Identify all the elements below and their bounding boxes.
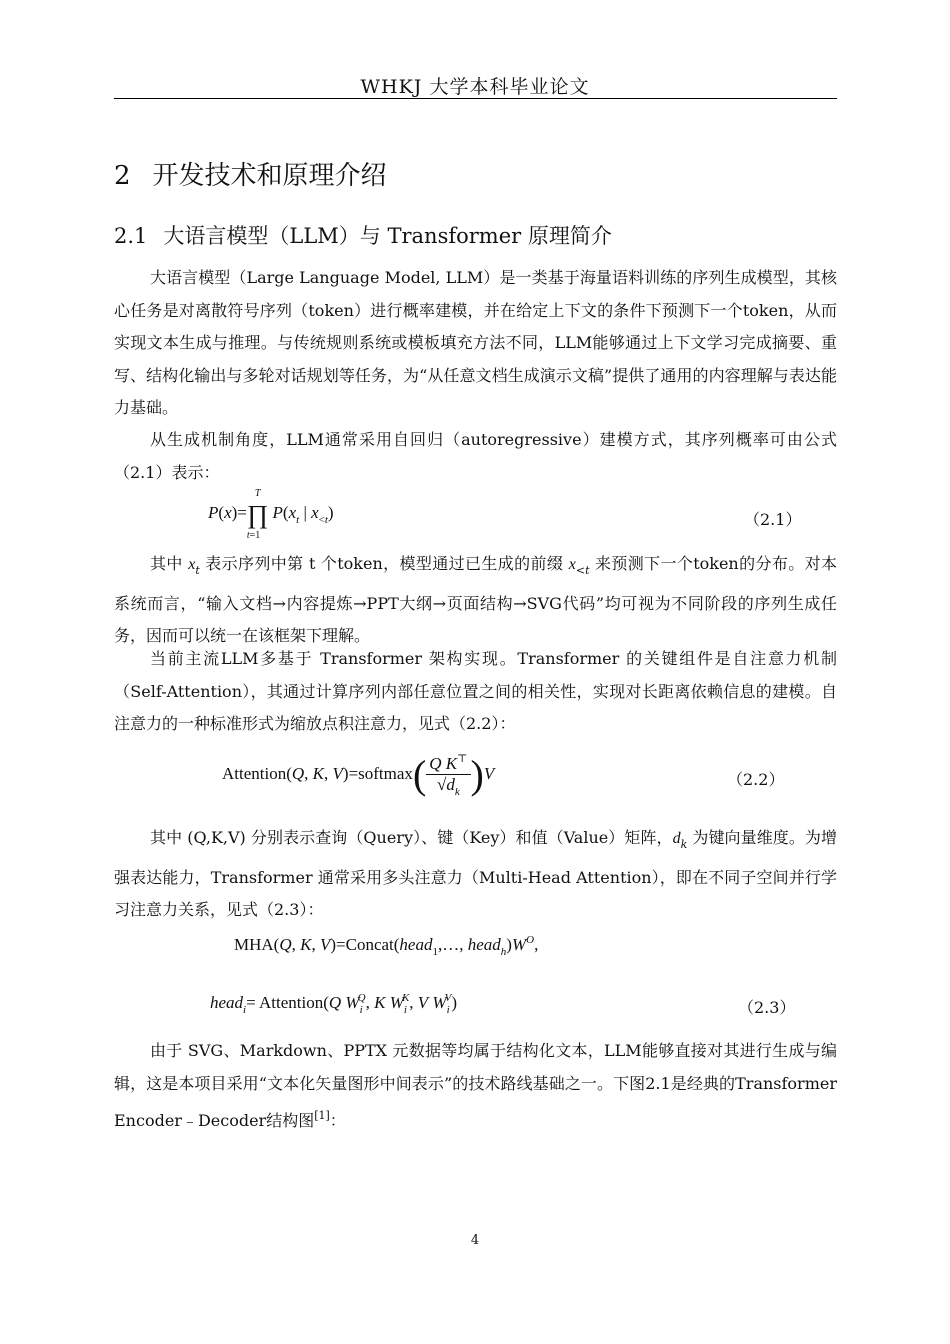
subsection-title: 大语言模型（LLM）与 Transformer 原理简介 [163,224,612,248]
header-divider [114,98,837,99]
section-heading [114,155,387,192]
equation-2-3-mha: MHA(Q, K, V)=Concat(head$_1$,…, $head_h)W^O$, [234,934,539,958]
equation-2-1: P(x)=∏ T t=1 $P(x_t$ | $x_{<t}$) [208,488,334,541]
section-title: 开发技术和原理介绍 [152,161,387,191]
equation-number-2-3: （2.3） [738,998,796,1017]
paragraph-prefix: 其中 $x_t$ 表示序列中第 t 个token，模型通过已生成的前缀 $x_{<t}$ 来预测下一个token的分布。对本系统而言，“输入文档→内容提炼→PPT大纲→页面结构→SVG代码”均可视为不同阶段的序列生成任务，因而可以统一在该框架下理解。 [114,554,837,645]
paragraph-structured-text: 由于 SVG、Markdown、PPTX 元数据等均属于结构化文本，LLM能够直接对其进行生成与编辑，这是本项目采用“文本化矢量图形中间表示”的技术路线基础之一。下图2.1是经典的Transformer Encoder﹣Decoder结构图[1]： [114,1041,837,1130]
paragraph-qkv: 其中 (Q,K,V) 分别表示查询（Query）、键（Key）和值（Value）矩阵，$d_k$ 为键向量维度。为增强表达能力，Transformer 通常采用多头注意力（Multi-Head Attention），即在不同子空间并行学习注意力关系，见式（2.3）： [114,828,837,919]
subsection-number: 2.1 [114,224,148,248]
paragraph-autoregressive: 从生成机制角度，LLM通常采用自回归（autoregressive）建模方式，其序列概率可由公式（2.1）表示： [114,430,837,482]
section-number: 2 [114,161,131,191]
paragraph-llm-intro: 大语言模型（Large Language Model, LLM）是一类基于海量语料训练的序列生成模型，其核心任务是对离散符号序列（token）进行概率建模，并在给定上下文的条件下预测下一个token，从而实现文本生成与推理。与传统规则系统或模板填充方法不同，LLM能够通过上下文学习完成摘要、重写、结构化输出与多轮对话规划等任务，为“从任意文档生成演示文稿”提供了通用的内容理解与表达能力基础。 [114,268,837,417]
running-header: WHKJ 大学本科毕业论文 [360,76,590,98]
equation-2-3-head: head$_i$= Attention(Q $W_i^Q$, K $W_i^K$, V $W_i^V$) [210,992,458,1016]
subsection-heading [114,220,612,250]
citation-ref: [1] [314,1109,330,1122]
page-number: 4 [470,1233,480,1248]
equation-number-2-1: （2.1） [744,510,802,529]
equation-number-2-2: （2.2） [727,770,785,789]
equation-2-2: Attention(Q, K, V)=softmax( $\frac{Q K^⊤}{√d_k}$ )V [222,752,495,798]
paragraph-transformer: 当前主流LLM多基于 Transformer 架构实现。Transformer 的关键组件是自注意力机制（Self-Attention），其通过计算序列内部任意位置之间的相关性，实现对长距离依赖信息的建模。自注意力的一种标准形式为缩放点积注意力，见式（2.2）： [114,649,837,733]
